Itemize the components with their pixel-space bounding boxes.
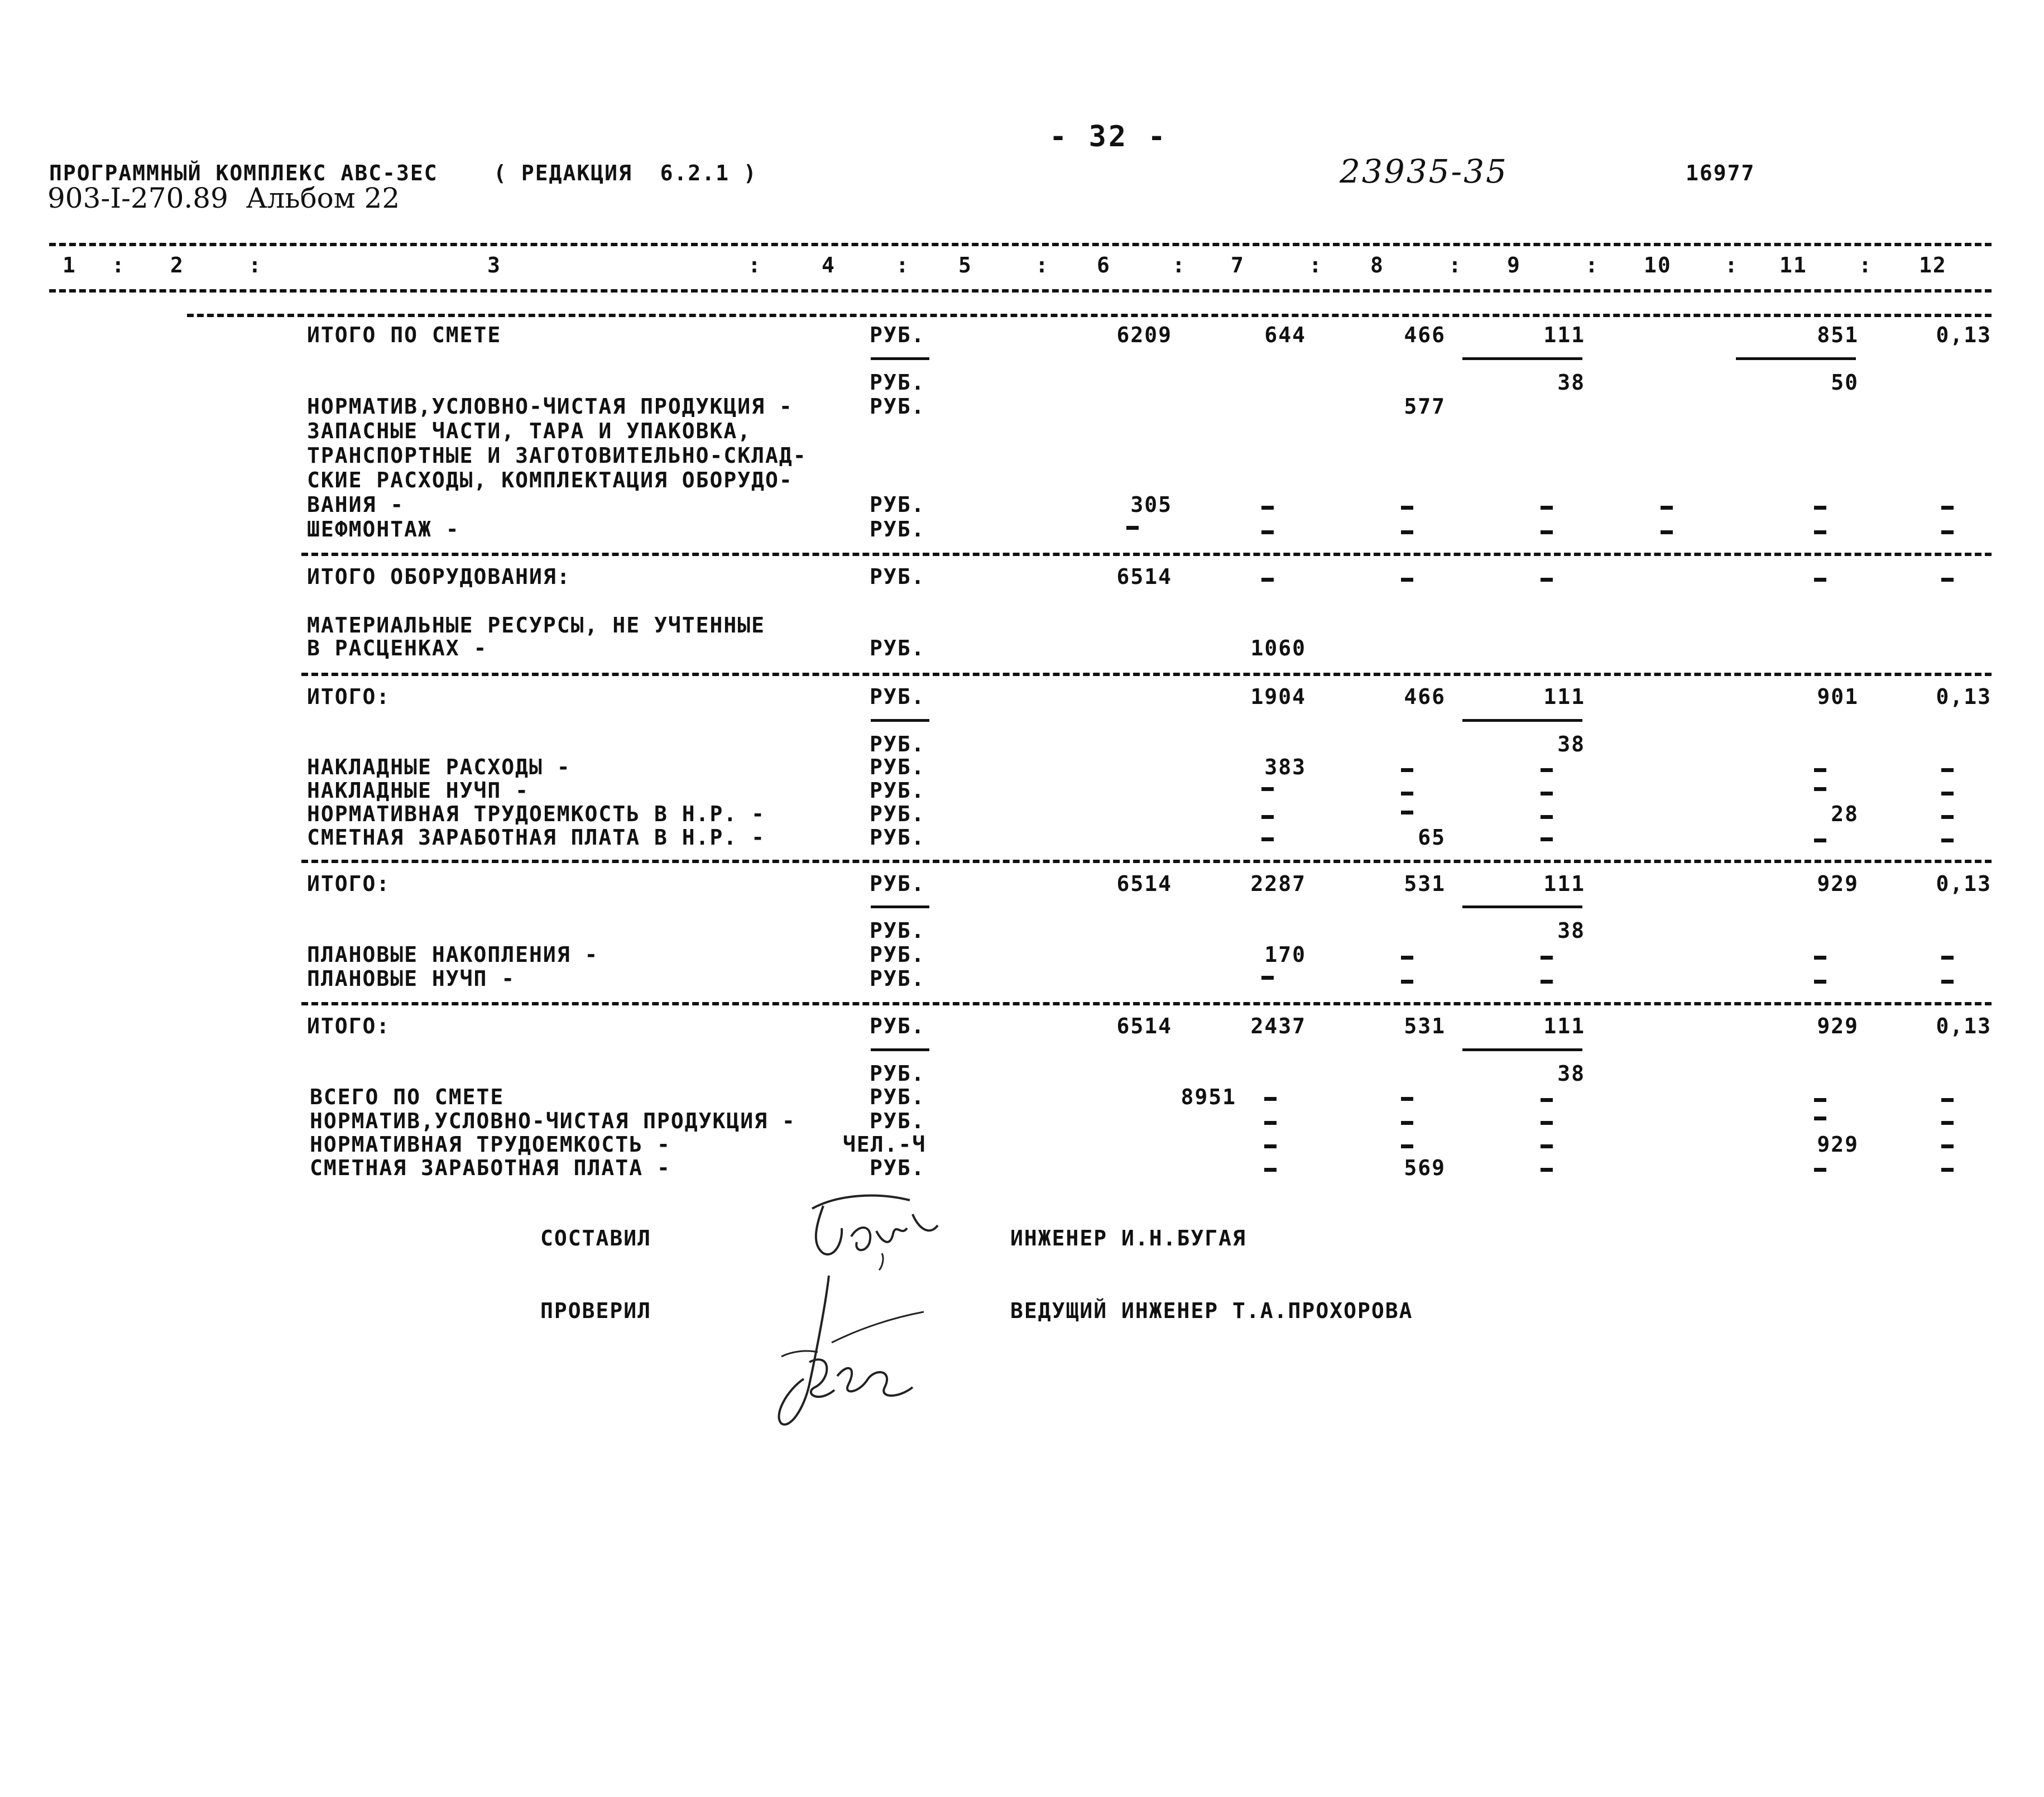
dash-mark [1401, 506, 1413, 510]
row-label: МАТЕРИАЛЬНЫЕ РЕСУРСЫ, НЕ УЧТЕННЫЕ [307, 613, 765, 638]
row-unit: РУБ. [870, 755, 925, 779]
document-code: 16977 [1686, 161, 1755, 185]
cell-col-11: 50 [1831, 370, 1859, 395]
cell-col-9: 111 [1543, 1014, 1585, 1038]
col-sep: : [1172, 253, 1186, 277]
dash-mark [1941, 768, 1954, 772]
row-unit: ЧЕЛ.-Ч [843, 1132, 927, 1157]
row-unit: РУБ. [870, 732, 925, 756]
col-sep: : [1309, 253, 1323, 277]
cell-col-7: 2437 [1250, 1014, 1306, 1038]
underline [871, 905, 929, 908]
col-12: 12 [1919, 253, 1947, 277]
dash-mark [1941, 956, 1954, 960]
row-label: ИТОГО ОБОРУДОВАНИЯ: [307, 564, 571, 589]
cell-col-8: 466 [1404, 323, 1446, 347]
col-2: 2 [170, 253, 184, 277]
underline [871, 1048, 929, 1051]
signature-compiled [798, 1175, 954, 1276]
row-unit: РУБ. [870, 1014, 925, 1038]
checked-by: ВЕДУЩИЙ ИНЖЕНЕР Т.А.ПРОХОРОВА [1010, 1298, 1413, 1323]
col-sep: : [1585, 253, 1599, 277]
col-11: 11 [1779, 253, 1807, 277]
col-10: 10 [1644, 253, 1672, 277]
dash-mark [1401, 811, 1413, 814]
row-unit: РУБ. [870, 564, 925, 589]
dash-mark [1814, 578, 1826, 582]
dash-mark [1814, 1168, 1826, 1172]
dash-mark [1814, 1116, 1826, 1120]
row-label: СКИЕ РАСХОДЫ, КОМПЛЕКТАЦИЯ ОБОРУДО- [307, 468, 793, 492]
cell-col-11: 28 [1831, 802, 1859, 826]
row-unit: РУБ. [870, 323, 925, 347]
dash-mark [1941, 530, 1954, 534]
dash-mark [1261, 787, 1274, 791]
col-3: 3 [487, 253, 501, 277]
row-unit: РУБ. [870, 1085, 925, 1109]
section-rule [301, 673, 1992, 676]
section-rule [301, 1002, 1992, 1005]
dash-mark [1401, 792, 1413, 796]
compiled-by: ИНЖЕНЕР И.Н.БУГАЯ [1010, 1226, 1246, 1250]
dash-mark [1401, 956, 1413, 960]
row-label: ИТОГО: [307, 871, 391, 896]
cell-col-11: 929 [1817, 1014, 1859, 1038]
dash-mark [1541, 578, 1553, 582]
row-label: ИТОГО: [307, 684, 391, 709]
cell-col-9: 38 [1557, 732, 1585, 756]
dash-mark [1401, 578, 1413, 582]
compiled-label: СОСТАВИЛ [540, 1226, 652, 1250]
dash-mark [1941, 980, 1954, 984]
row-unit: РУБ. [870, 1156, 925, 1180]
dash-mark [1541, 980, 1553, 984]
dash-mark [1661, 506, 1673, 510]
cell-col-7: 170 [1264, 942, 1306, 967]
col-7: 7 [1231, 253, 1245, 277]
row-unit: РУБ. [870, 394, 925, 419]
dash-mark [1541, 837, 1553, 841]
cell-col-7: 2287 [1250, 871, 1306, 896]
dash-mark [1541, 956, 1553, 960]
row-label: НАКЛАДНЫЕ РАСХОДЫ - [307, 755, 571, 779]
cell-col-9: 38 [1557, 370, 1585, 395]
dash-mark [1541, 792, 1553, 796]
dash-mark [1541, 1168, 1553, 1172]
cell-col-9: 111 [1543, 323, 1585, 347]
row-unit: РУБ. [870, 1061, 925, 1086]
dash-mark [1941, 1098, 1954, 1102]
dash-mark [1941, 506, 1954, 510]
dash-mark [1814, 768, 1826, 772]
dash-mark [1814, 838, 1826, 842]
row-unit: РУБ. [870, 636, 925, 660]
row-unit: РУБ. [870, 370, 925, 395]
row-label: СМЕТНАЯ ЗАРАБОТНАЯ ПЛАТА - [310, 1156, 671, 1180]
row-label: НОРМАТИВ,УСЛОВНО-ЧИСТАЯ ПРОДУКЦИЯ - [310, 1109, 796, 1133]
cell-col-12: 0,13 [1936, 684, 1992, 709]
page-number: - 32 - [1049, 120, 1168, 154]
underline [871, 719, 929, 722]
cell-col-6: 6514 [1116, 871, 1172, 896]
col-sep: : [248, 253, 262, 277]
dash-mark [1261, 976, 1274, 980]
cell-col-11: 929 [1817, 871, 1859, 896]
dash-mark [1261, 530, 1274, 534]
row-label: ИТОГО ПО СМЕТЕ [307, 323, 502, 347]
underline [1462, 719, 1582, 722]
dash-mark [1941, 792, 1954, 796]
row-unit: РУБ. [870, 966, 925, 991]
col-4: 4 [822, 253, 836, 277]
dash-mark [1401, 1144, 1413, 1148]
cell-col-12: 0,13 [1936, 1014, 1992, 1038]
col-1: 1 [63, 253, 76, 277]
row-label: НОРМАТИВНАЯ ТРУДОЕМКОСТЬ В Н.Р. - [307, 802, 765, 826]
row-unit: РУБ. [870, 918, 925, 943]
row-label: ВСЕГО ПО СМЕТЕ [310, 1085, 505, 1109]
row-label: ТРАНСПОРТНЫЕ И ЗАГОТОВИТЕЛЬНО-СКЛАД- [307, 443, 807, 468]
dash-mark [1541, 506, 1553, 510]
dash-mark [1941, 838, 1954, 842]
cell-col-9: 111 [1543, 684, 1585, 709]
doc-number: 23935-35 [1340, 152, 1508, 190]
dash-mark [1261, 815, 1274, 819]
row-label: ЗАПАСНЫЕ ЧАСТИ, ТАРА И УПАКОВКА, [307, 419, 752, 443]
dash-mark [1541, 530, 1553, 534]
col-sep: : [1859, 253, 1873, 277]
cell-col-9: 38 [1557, 918, 1585, 943]
dash-mark [1264, 1168, 1277, 1172]
dash-mark [1126, 526, 1139, 530]
col-sep: : [112, 253, 126, 277]
col-sep: : [1035, 253, 1049, 277]
dash-mark [1401, 1097, 1413, 1101]
dash-mark [1261, 578, 1274, 582]
cell-col-6: 8951 [1181, 1085, 1236, 1109]
dash-mark [1941, 815, 1954, 819]
dash-mark [1401, 530, 1413, 534]
header-top-rule [49, 243, 1992, 246]
dash-mark [1814, 980, 1826, 984]
album-line: 903-I-270.89 Альбом 22 [47, 182, 400, 214]
cell-col-8: 531 [1404, 871, 1446, 896]
cell-col-12: 0,13 [1936, 871, 1992, 896]
col-5: 5 [958, 253, 972, 277]
dash-mark [1814, 506, 1826, 510]
dash-mark [1264, 1097, 1277, 1101]
col-6: 6 [1097, 253, 1111, 277]
underline [1462, 357, 1582, 360]
row-label: ПЛАНОВЫЕ НУЧП - [307, 966, 516, 991]
checked-label: ПРОВЕРИЛ [540, 1298, 652, 1323]
row-unit: РУБ. [870, 942, 925, 967]
cell-col-11: 901 [1817, 684, 1859, 709]
underline [1736, 357, 1856, 360]
dash-mark [1814, 787, 1826, 791]
dash-mark [1541, 768, 1553, 772]
dash-mark [1814, 1098, 1826, 1102]
signature-checked [765, 1267, 932, 1435]
cell-col-7: 1060 [1250, 636, 1306, 660]
row-unit: РУБ. [870, 778, 925, 803]
underline [1462, 905, 1582, 908]
row-unit: РУБ. [870, 517, 925, 542]
cell-col-8: 531 [1404, 1014, 1446, 1038]
dash-mark [1541, 1144, 1553, 1148]
col-8: 8 [1370, 253, 1384, 277]
cell-col-9: 38 [1557, 1061, 1585, 1086]
dash-mark [1261, 506, 1274, 510]
row-label: НОРМАТИВНАЯ ТРУДОЕМКОСТЬ - [310, 1132, 671, 1157]
cell-col-11: 851 [1817, 323, 1859, 347]
dash-mark [1661, 530, 1673, 534]
dash-mark [1941, 1144, 1954, 1148]
row-label: СМЕТНАЯ ЗАРАБОТНАЯ ПЛАТА В Н.Р. - [307, 825, 765, 850]
dash-mark [1541, 815, 1553, 819]
dash-mark [1941, 578, 1954, 582]
dash-mark [1941, 1121, 1954, 1125]
row-unit: РУБ. [870, 802, 925, 826]
row-label: ИТОГО: [307, 1014, 391, 1038]
cell-col-6: 6209 [1116, 323, 1172, 347]
cell-col-7: 383 [1264, 755, 1306, 779]
header-bottom-rule [49, 289, 1992, 293]
dash-mark [1401, 1121, 1413, 1125]
cell-col-6: 6514 [1116, 564, 1172, 589]
cell-col-9: 111 [1543, 871, 1585, 896]
cell-col-8: 466 [1404, 684, 1446, 709]
dash-mark [1264, 1121, 1277, 1125]
section-rule [187, 314, 1992, 317]
row-label: НОРМАТИВ,УСЛОВНО-ЧИСТАЯ ПРОДУКЦИЯ - [307, 394, 793, 419]
cell-col-12: 0,13 [1936, 323, 1992, 347]
cell-col-8: 569 [1404, 1156, 1446, 1180]
row-unit: РУБ. [870, 684, 925, 709]
row-label: ВАНИЯ - [307, 492, 405, 517]
cell-col-7: 1904 [1250, 684, 1306, 709]
dash-mark [1264, 1144, 1277, 1148]
row-unit: РУБ. [870, 492, 925, 517]
row-unit: РУБ. [870, 825, 925, 850]
underline [871, 357, 929, 360]
dash-mark [1401, 980, 1413, 984]
dash-mark [1261, 837, 1274, 841]
dash-mark [1814, 956, 1826, 960]
cell-col-6: 305 [1130, 492, 1172, 517]
cell-col-8: 577 [1404, 394, 1446, 419]
col-sep: : [748, 253, 762, 277]
dash-mark [1814, 530, 1826, 534]
row-label: В РАСЦЕНКАХ - [307, 636, 488, 660]
cell-col-7: 644 [1264, 323, 1306, 347]
row-unit: РУБ. [870, 871, 925, 896]
dash-mark [1941, 1168, 1954, 1172]
cell-col-11: 929 [1817, 1132, 1859, 1157]
dash-mark [1541, 1121, 1553, 1125]
program-line: ПРОГРАММНЫЙ КОМПЛЕКС АВС-3ЕС ( РЕДАКЦИЯ 6.2.1 ) [49, 161, 757, 185]
row-label: ШЕФМОНТАЖ - [307, 517, 460, 542]
section-rule [301, 860, 1992, 863]
section-rule [301, 553, 1992, 556]
row-unit: РУБ. [870, 1109, 925, 1133]
col-9: 9 [1507, 253, 1521, 277]
dash-mark [1401, 768, 1413, 772]
row-label: НАКЛАДНЫЕ НУЧП - [307, 778, 530, 803]
col-sep: : [1725, 253, 1739, 277]
underline [1462, 1048, 1582, 1051]
col-sep: : [896, 253, 910, 277]
dash-mark [1541, 1098, 1553, 1102]
row-label: ПЛАНОВЫЕ НАКОПЛЕНИЯ - [307, 942, 599, 967]
col-sep: : [1448, 253, 1462, 277]
cell-col-8: 65 [1418, 825, 1446, 850]
cell-col-6: 6514 [1116, 1014, 1172, 1038]
